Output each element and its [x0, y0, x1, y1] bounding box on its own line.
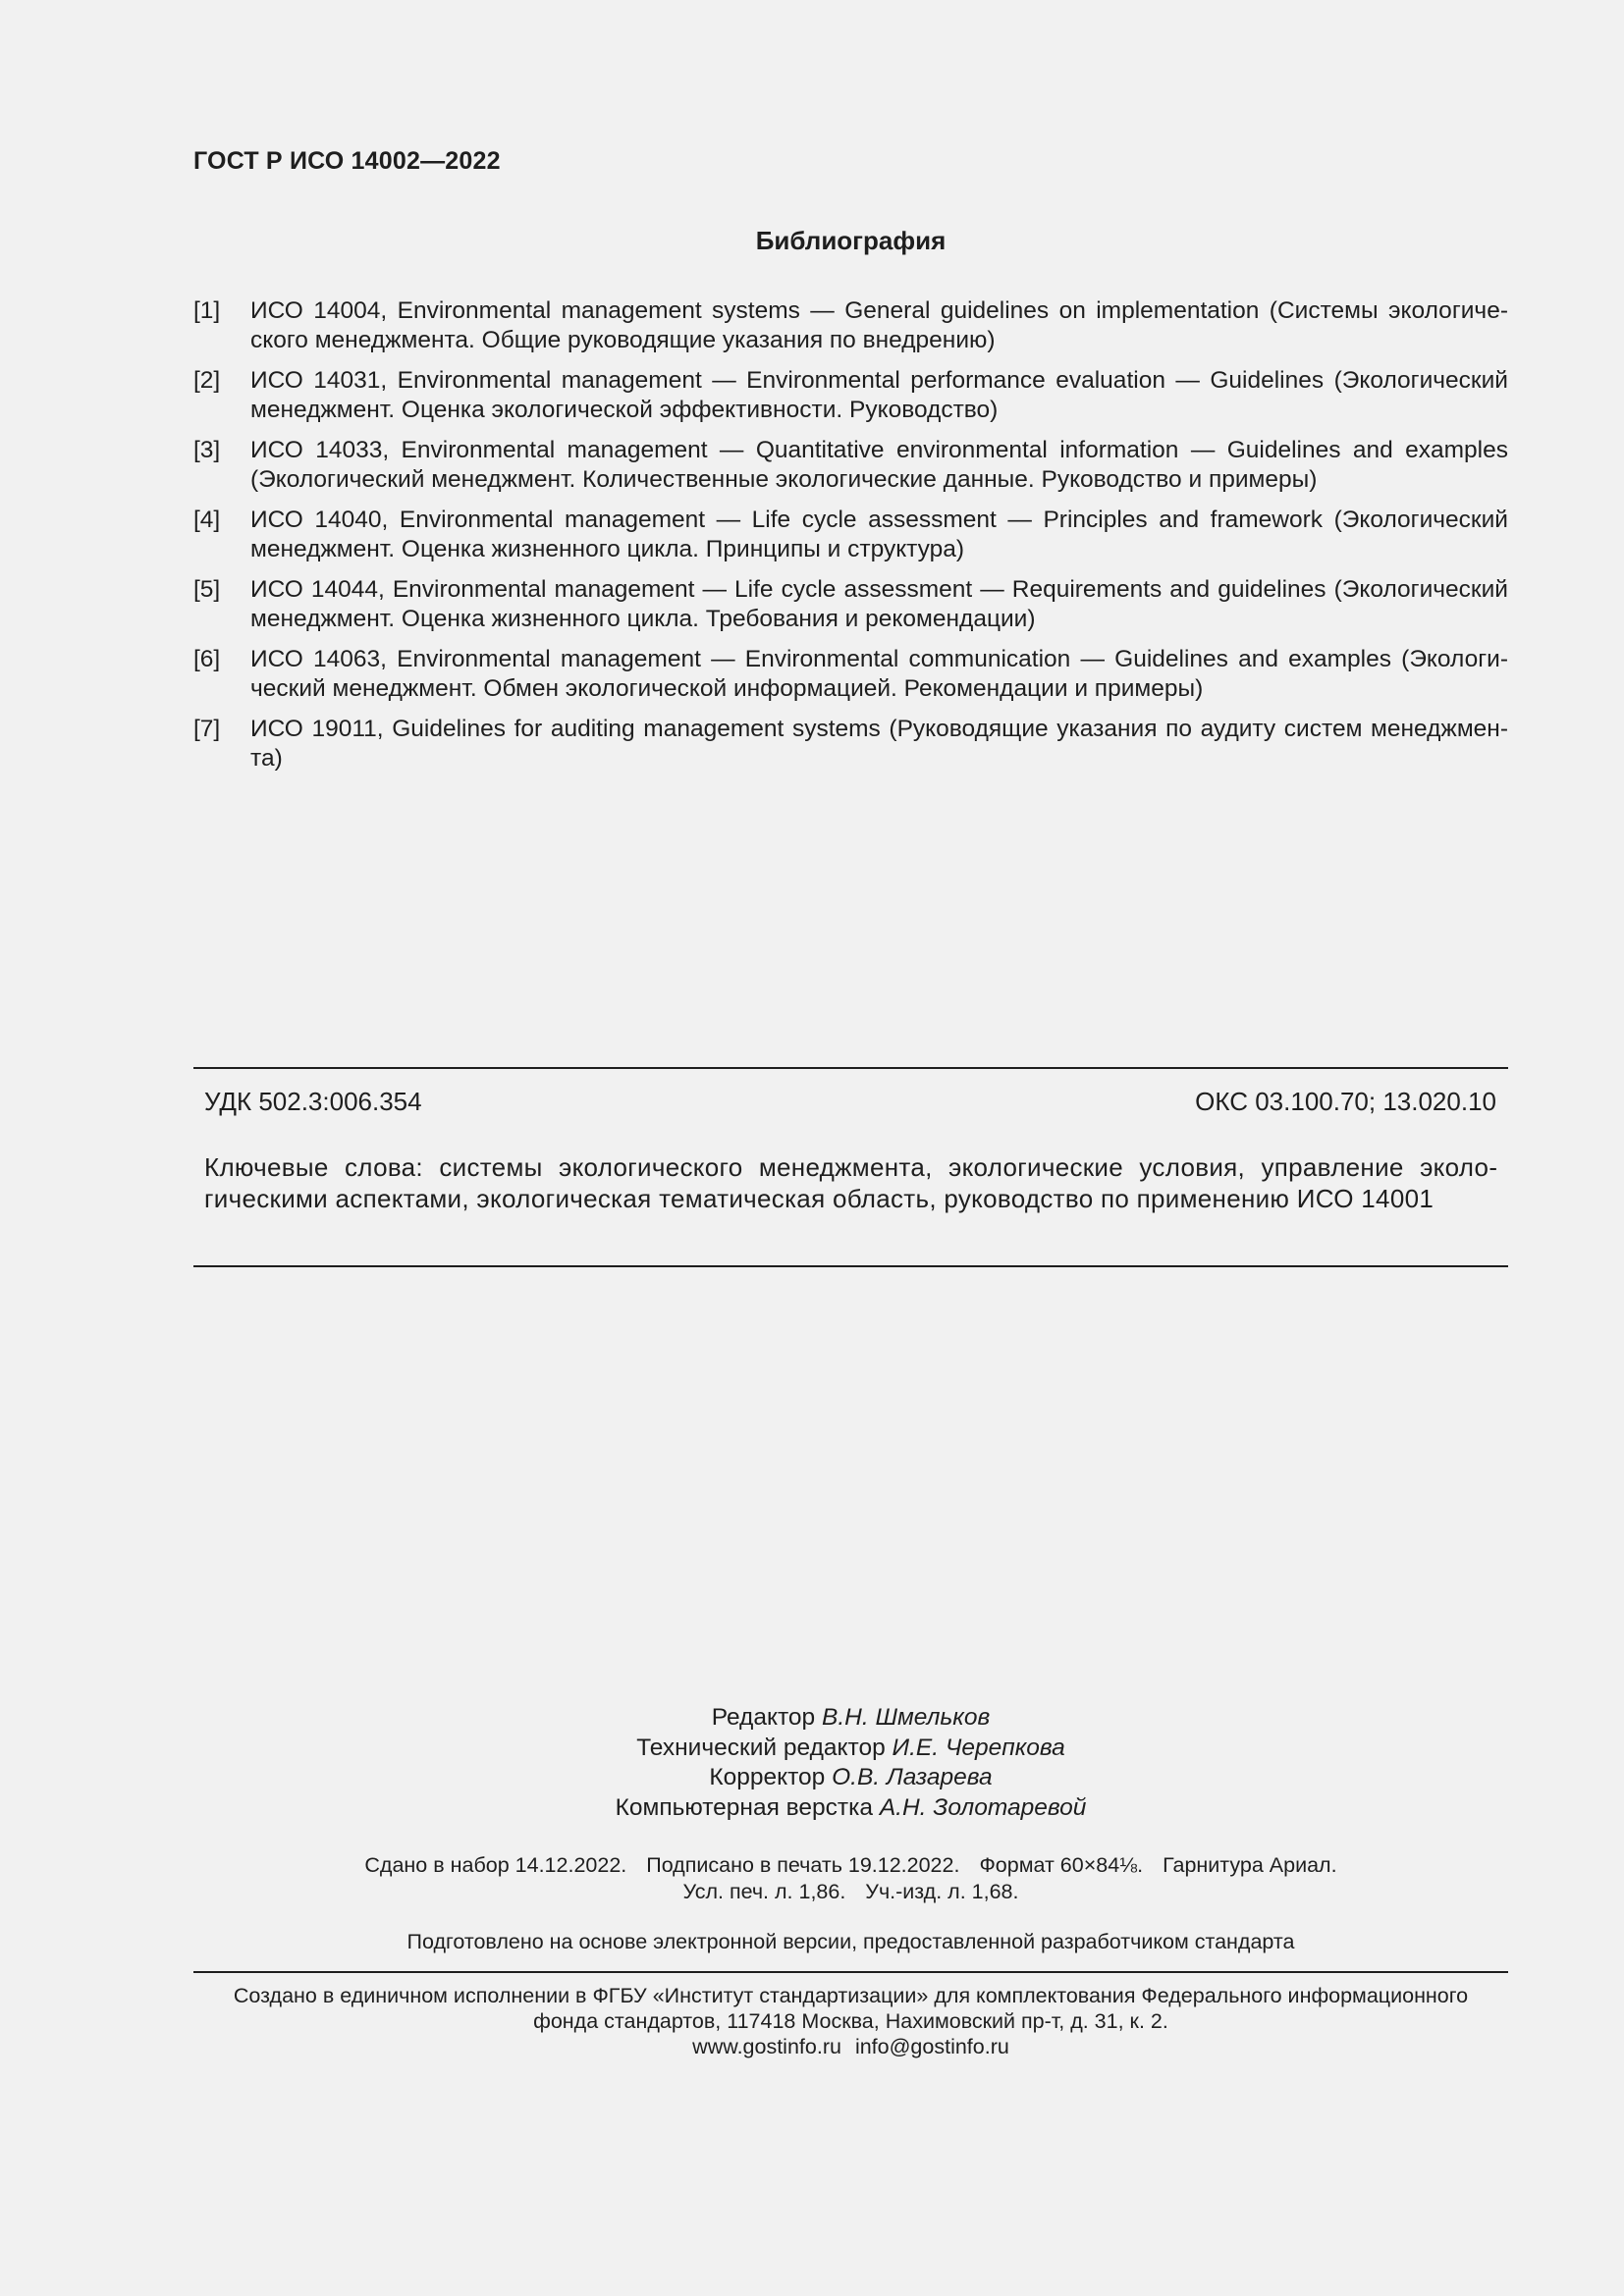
bibliography-item [193, 575, 1508, 634]
typeset-date: Сдано в набор 14.12.2022. [364, 1853, 627, 1877]
publisher-contacts [193, 2034, 1508, 2059]
bibliography-item [193, 715, 1508, 774]
publisher-info [193, 1983, 1508, 2059]
credit-line [193, 1703, 1508, 1734]
credit-name: И.Е. Черепкова [892, 1734, 1065, 1761]
paper-format: Формат 60×84⅛. [979, 1853, 1144, 1877]
email-link[interactable]: info@gostinfo.ru [854, 2035, 1009, 2058]
publisher-line: фонда стандартов, 117418 Москва, Нахимовский пр-т, д. 31, к. 2. [533, 2009, 1168, 2033]
bibliography-item-text: ИСО 14004, Environmental management systems — General guidelines on implementation (Системы экологического менеджмента. Общие руководящие указания по внедрению) [250, 297, 1508, 353]
bibliography-item-text: ИСО 14044, Environmental management — Life cycle assessment — Requirements and guidelines (Экологический менеджмент. Оценка жизненного цикла. Требования и рекомендации) [250, 576, 1508, 632]
website-link[interactable]: www.gostinfo.ru [692, 2035, 841, 2058]
keywords: Ключевые слова: системы экологического менеджмента, экологические условия, управление экологическими аспектами, экологическая тематическая область, руководство по применению ИСО 14001 [204, 1152, 1497, 1213]
document-code: ГОСТ Р ИСО 14002—2022 [193, 147, 501, 175]
credit-line [193, 1793, 1508, 1824]
bibliography-item-number: [2] [193, 367, 221, 394]
divider [193, 1265, 1508, 1267]
bibliography-list [193, 296, 1508, 784]
bibliography-item-number: [5] [193, 576, 221, 603]
bibliography-item-number: [3] [193, 437, 221, 463]
editorial-credits [193, 1703, 1508, 1823]
divider [193, 1067, 1508, 1069]
print-info-line [193, 1852, 1508, 1879]
bibliography-item-number: [1] [193, 297, 221, 324]
bibliography-item-text: ИСО 14063, Environmental management — Environmental communication — Guidelines and examples (Экологический менеджмент. Обмен экологической информацией. Рекомендации и примеры) [250, 646, 1508, 702]
credit-role: Технический редактор [636, 1734, 886, 1761]
bibliography-item [193, 506, 1508, 564]
bibliography-title: Библиография [755, 226, 947, 255]
credit-name: О.В. Лазарева [832, 1764, 993, 1790]
bibliography-item [193, 645, 1508, 704]
bibliography-item-text: ИСО 19011, Guidelines for auditing management systems (Руководящие указания по аудиту систем менеджмента) [250, 716, 1508, 772]
credit-role: Редактор [711, 1704, 816, 1731]
bibliography-item [193, 296, 1508, 355]
bibliography-item [193, 366, 1508, 425]
bibliography-item-number: [7] [193, 716, 221, 742]
credit-role: Корректор [709, 1764, 826, 1790]
udk-code: УДК 502.3:006.354 [204, 1087, 422, 1116]
typeface: Гарнитура Ариал. [1163, 1853, 1337, 1877]
prepared-note: Подготовлено на основе электронной версии, предоставленной разработчиком стандарта [406, 1930, 1295, 1953]
bibliography-item-text: ИСО 14040, Environmental management — Life cycle assessment — Principles and framework (Экологический менеджмент. Оценка жизненного цикла. Принципы и структура) [250, 507, 1508, 562]
bibliography-item-text: ИСО 14031, Environmental management — Environmental performance evaluation — Guidelines (Экологический менеджмент. Оценка экологической эффективности. Руководство) [250, 367, 1508, 423]
divider [193, 1971, 1508, 1973]
signed-date: Подписано в печать 19.12.2022. [646, 1853, 960, 1877]
credit-name: В.Н. Шмельков [821, 1704, 991, 1731]
bibliography-item [193, 436, 1508, 495]
credit-name: А.Н. Золотаревой [879, 1793, 1087, 1821]
publisher-line: Создано в единичном исполнении в ФГБУ «Институт стандартизации» для комплектования Федерального информационного [233, 1984, 1469, 2007]
bibliography-item-number: [4] [193, 507, 221, 533]
publication-sheets: Уч.-изд. л. 1,68. [865, 1880, 1019, 1903]
bibliography-item-text: ИСО 14033, Environmental management — Quantitative environmental information — Guidelines and examples (Экологический менеджмент. Количественные экологические данные. Руководство и примеры) [250, 437, 1508, 493]
credit-role: Компьютерная верстка [615, 1793, 874, 1821]
credit-line [193, 1763, 1508, 1793]
print-information [193, 1852, 1508, 1905]
oks-code: ОКС 03.100.70; 13.020.10 [1195, 1087, 1496, 1116]
credit-line [193, 1734, 1508, 1764]
bibliography-item-number: [6] [193, 646, 221, 672]
print-info-line [193, 1879, 1508, 1905]
print-sheets: Усл. печ. л. 1,86. [682, 1880, 846, 1903]
